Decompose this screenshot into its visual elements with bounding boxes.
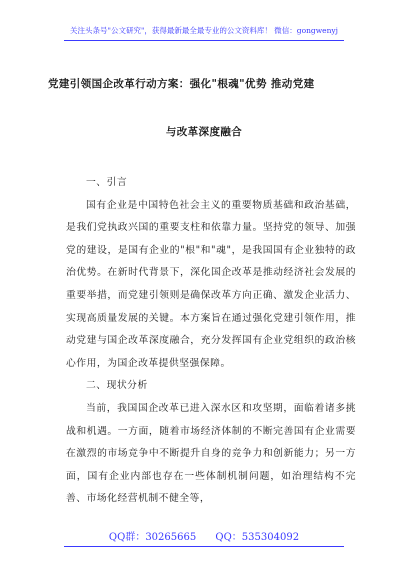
footer-qq-number: QQ：535304092 <box>215 532 300 543</box>
status-paragraph: 当前，我国国企改革已进入深水区和攻坚期，面临着诸多挑战和机遇。一方面，随着市场经济体制的不断完善国有企业需要在激烈的市场竞争中不断提升自身的竞争力和创新能力；另一方面，国有企业内部也存在一些体制机制问题，如治理结构不完善、市场化经营机制不健全等， <box>66 402 356 505</box>
footer-divider <box>64 546 344 547</box>
document-title-line-1: 党建引领国企改革行动方案：强化"根魂"优势 推动党建 <box>48 78 315 90</box>
header-divider <box>64 40 344 41</box>
footer-contact <box>0 533 408 543</box>
header-banner: 关注头条号"公文研究"，获得最新最全最专业的公文资料库！ 微信：gongwenyj <box>70 26 338 35</box>
section-heading-status: 二、现状分析 <box>86 380 148 392</box>
document-title-line-2: 与改革深度融合 <box>165 126 243 138</box>
footer-qq-group: QQ群：30265665 <box>108 532 197 543</box>
intro-paragraph: 国有企业是中国特色社会主义的重要物质基础和政治基础，是我们党执政兴国的重要支柱和依靠力量。坚持党的领导、加强党的建设，是国有企业的"根"和"魂"，是我国国有企业独特的政治优势。在新时代背景下，深化国企改革是推动经济社会发展的重要举措，而党建引领则是确保改革方向正确、激发企业活力、实现高质量发展的关键。本方案旨在通过强化党建引领作用，推动党建与国企改革深度融合，充分发挥国有企业党组织的政治核心作用，为国企改革提供坚强保障。 <box>66 199 356 369</box>
section-heading-intro: 一、引言 <box>86 177 128 188</box>
document-body <box>66 172 356 511</box>
